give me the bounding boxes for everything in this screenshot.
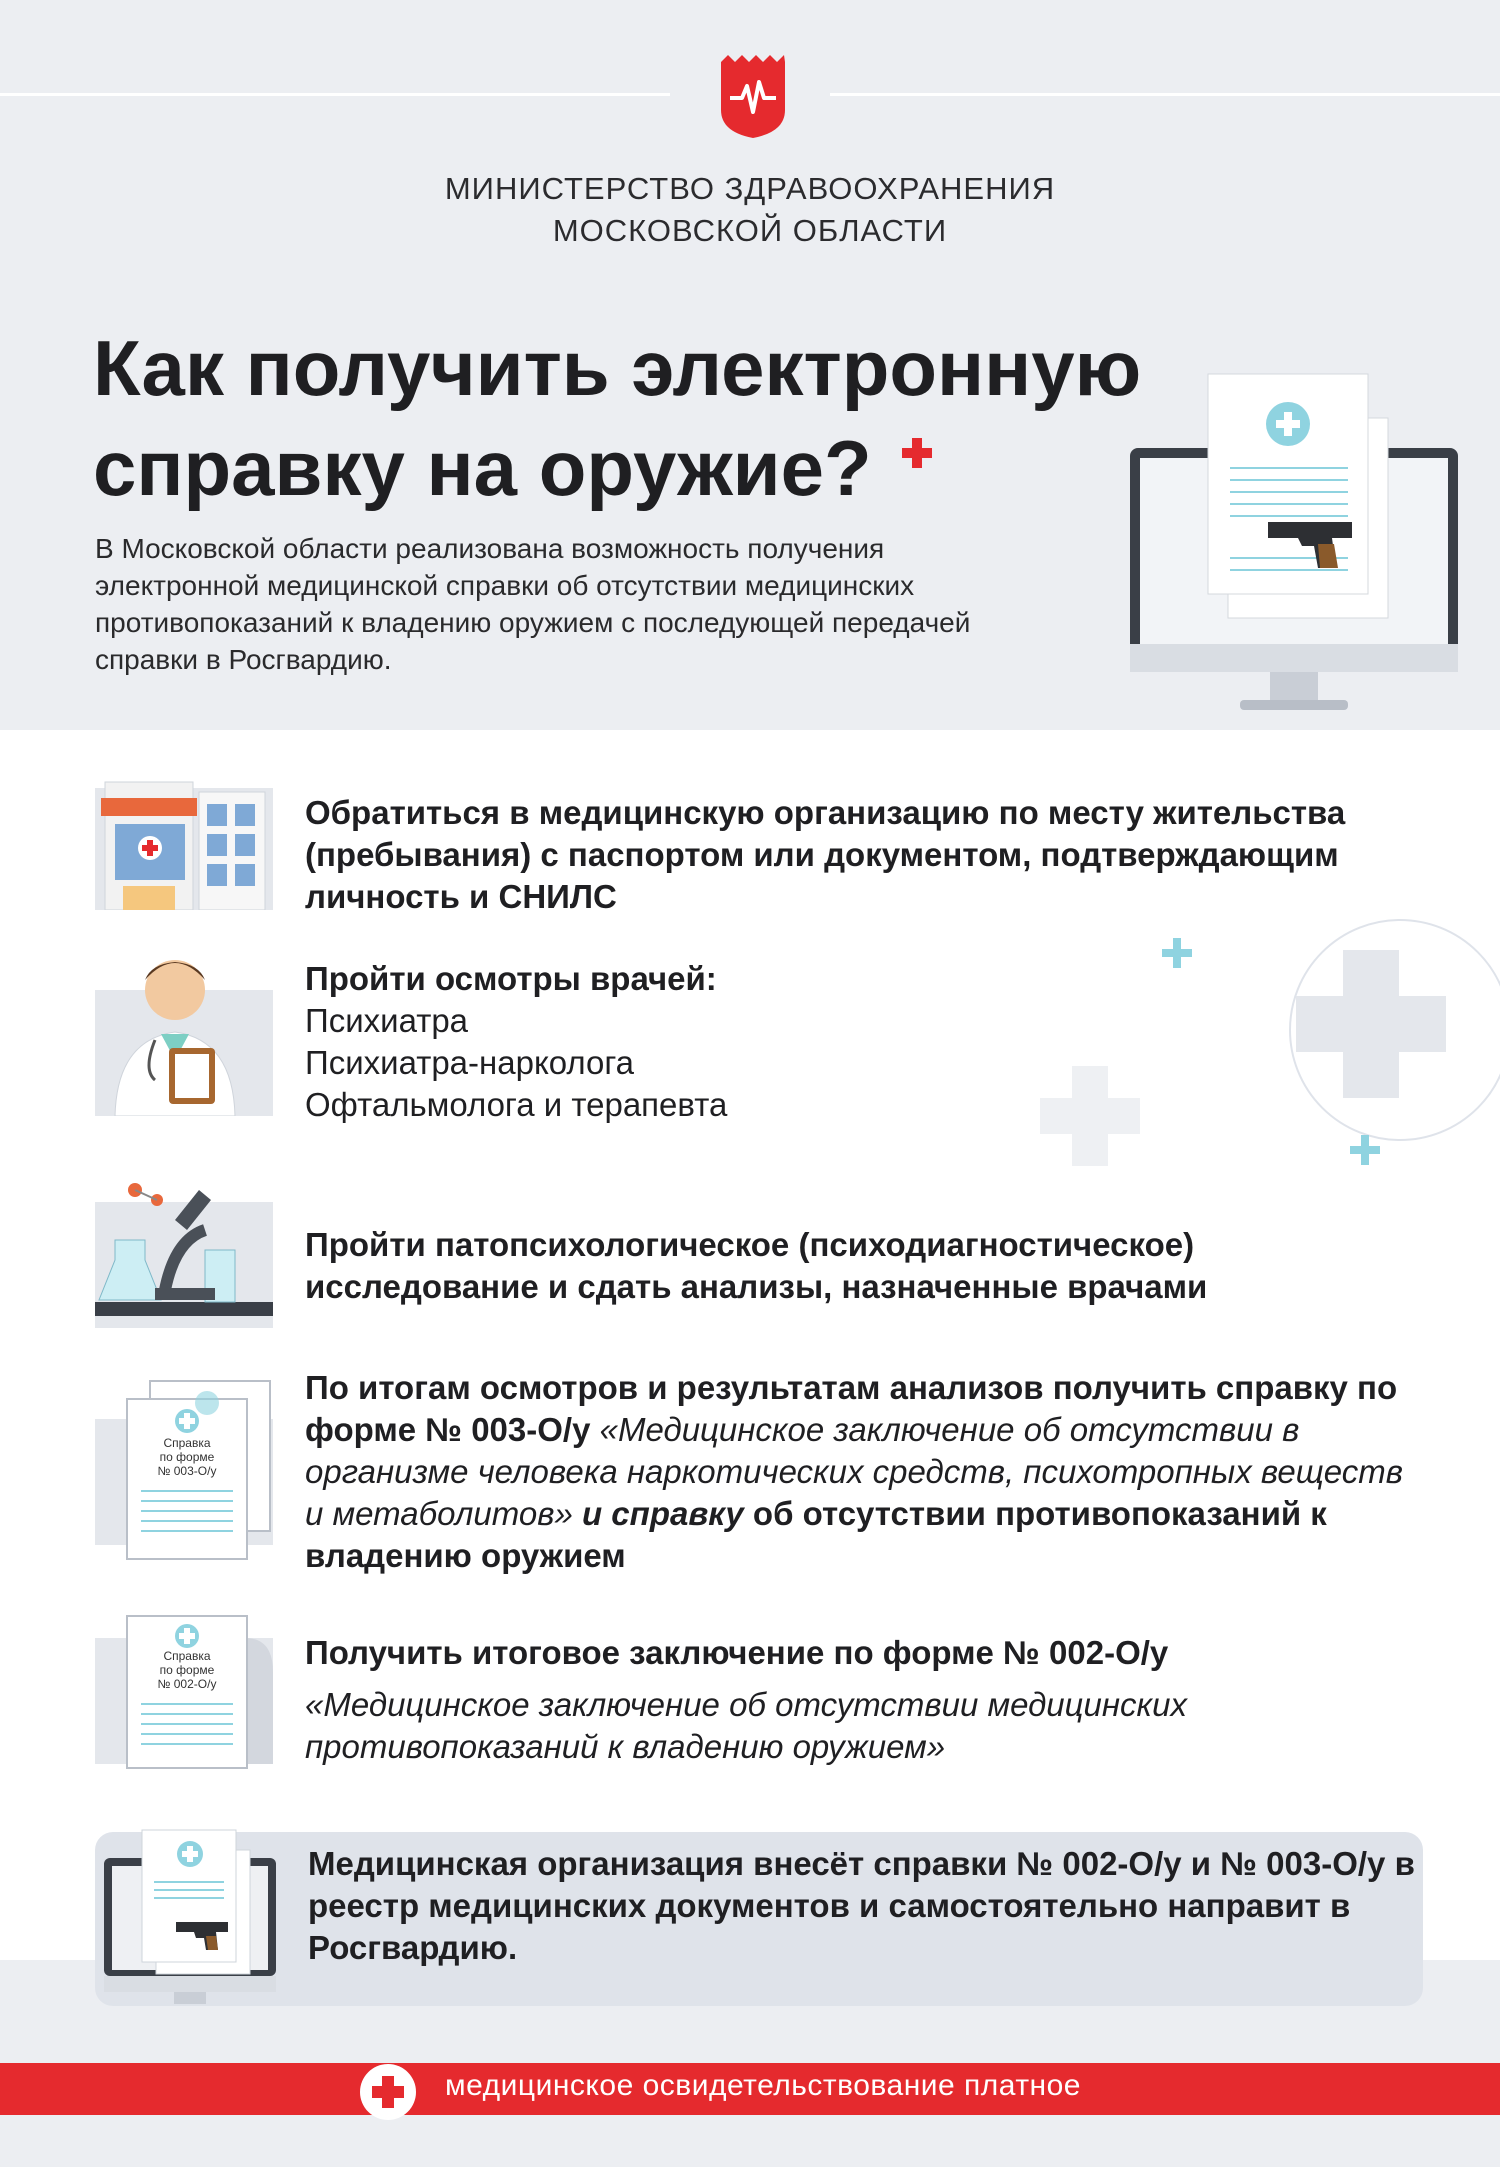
step3-text: Пройти патопсихологическое (психодиагностическое) исследование и сдать анализы, назначенные врачами (305, 1226, 1208, 1305)
decorative-crosses (1010, 900, 1500, 1200)
hospital-building-icon (95, 768, 273, 910)
doc-label-line: по форме (159, 1663, 215, 1677)
step2-block (305, 958, 1065, 1126)
doc-label-line: Справка (163, 1436, 211, 1450)
title-line2: справку на оружие? (93, 424, 872, 512)
coat-of-arms-icon (718, 52, 788, 140)
header-rule-right (830, 93, 1500, 96)
step2-item: Психиатра (305, 1002, 469, 1039)
monitor-registry-icon (104, 1828, 276, 2010)
step2-item: Психиатра-нарколога (305, 1044, 635, 1081)
step5-heading: Получить итоговое заключение по форме № 002-О/у (305, 1634, 1169, 1671)
doctor-icon (95, 950, 273, 1116)
lab-microscope-icon (95, 1180, 273, 1328)
step2-item: Офтальмолога и терапевта (305, 1086, 728, 1123)
doc-label-002 (127, 1649, 247, 1691)
step5-block (305, 1632, 1425, 1768)
red-cross-icon (900, 436, 934, 470)
page-title (93, 318, 1193, 518)
step4-text (305, 1367, 1425, 1577)
step4-part3: и справку (572, 1495, 744, 1532)
medical-cross-icon (360, 2064, 416, 2120)
ministry-name-line2: МОСКОВСКОЙ ОБЛАСТИ (552, 213, 948, 248)
monitor-certificate-illustration (1130, 368, 1460, 728)
doc-label-line: по форме (159, 1450, 215, 1464)
doc-label-003 (127, 1436, 247, 1478)
step4-part4: об отсутствии противопоказаний к владению оружием (305, 1495, 1327, 1574)
step5-quote: «Медицинское заключение об отсутствии медицинских противопоказаний к владению оружием» (305, 1686, 1187, 1765)
ministry-name-line1: МИНИСТЕРСТВО ЗДРАВООХРАНЕНИЯ (444, 171, 1056, 206)
step2-heading: Пройти осмотры врачей: (305, 960, 717, 997)
header-rule-left (0, 93, 670, 96)
step1-text: Обратиться в медицинскую организацию по месту жительства (пребывания) с паспортом или документом, подтверждающим личность и СНИЛС (305, 794, 1346, 915)
step6-text: Медицинская организация внесёт справки № 002-О/у и № 003-О/у в реестр медицинских документов и самостоятельно направит в Росгвардию. (308, 1845, 1415, 1966)
intro-paragraph: В Московской области реализована возможность получения электронной медицинской справки об отсутствии медицинских противопоказаний к владению оружием с последующей передачей справки в Росгвардию. (95, 533, 971, 675)
doc-label-line: № 003-О/у (157, 1464, 217, 1478)
doc-label-line: № 002-О/у (157, 1677, 217, 1691)
step4-part2: «Медицинское заключение об отсутствии в организме человека наркотических средств, психотропных веществ и метаболитов» (305, 1411, 1404, 1532)
step4-part1: По итогам осмотров и результатам анализов получить справку по форме № 003-О/у (305, 1369, 1398, 1448)
doc-label-line: Справка (163, 1649, 211, 1663)
paid-notice-text: медицинское освидетельствование платное (445, 2069, 1081, 2102)
certificate-002-icon (95, 1612, 273, 1772)
title-line1: Как получить электронную (93, 324, 1142, 412)
